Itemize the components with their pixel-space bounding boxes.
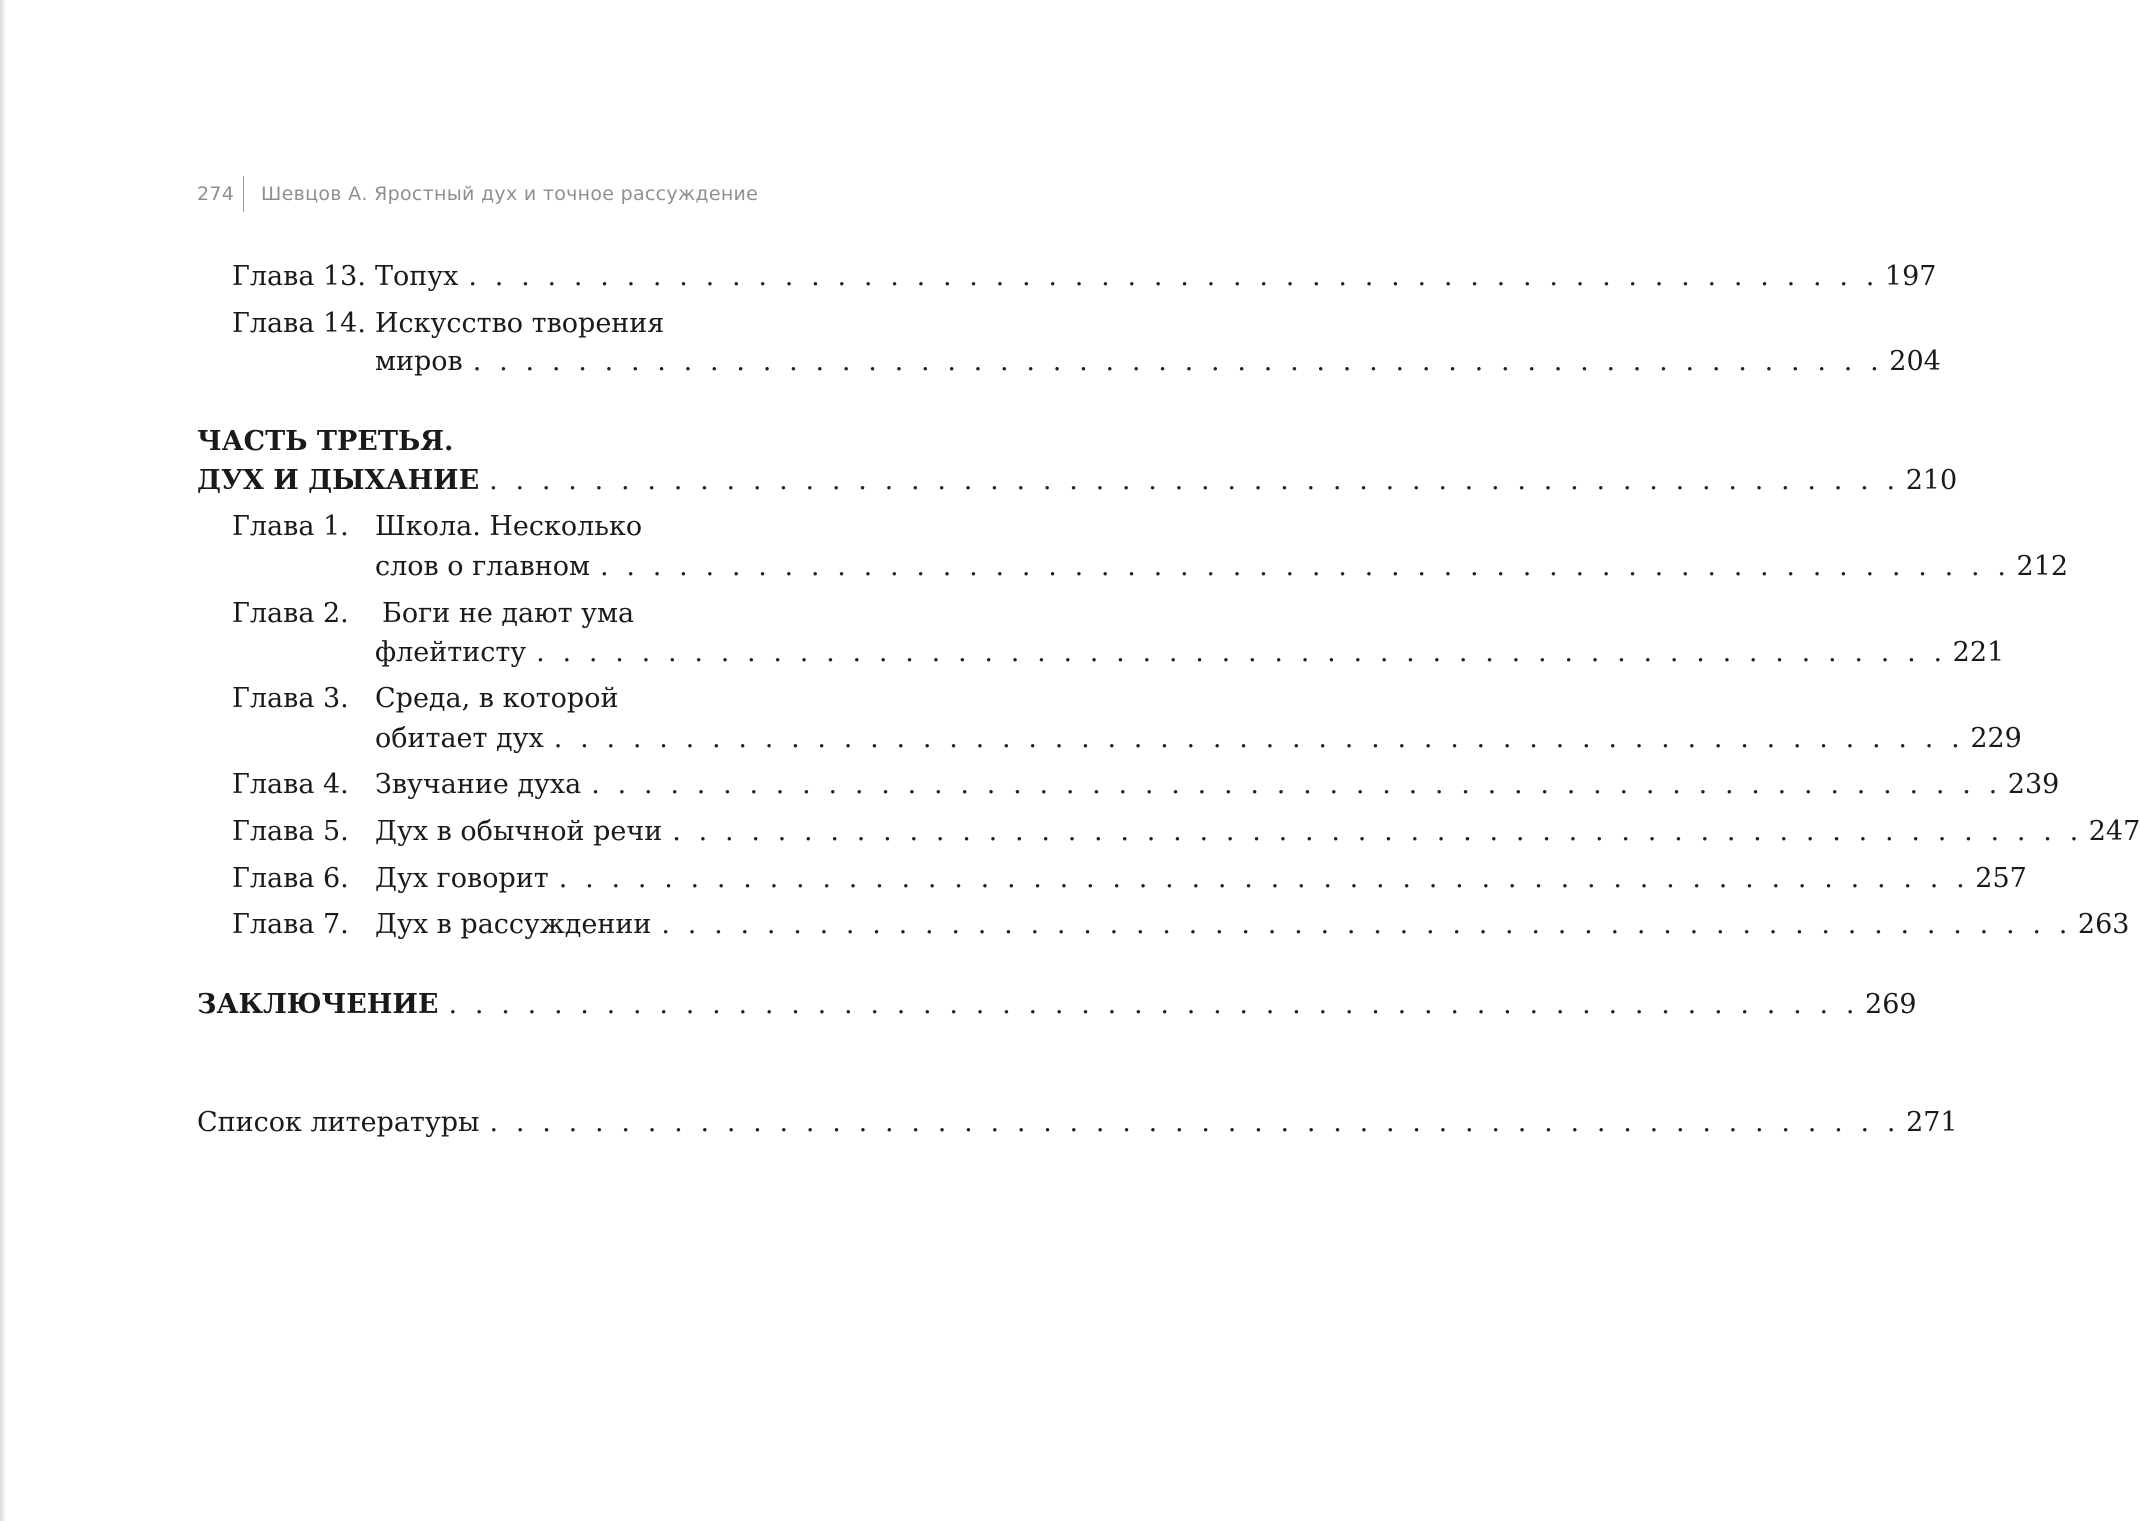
- chapter-4-title: Звучание духа: [375, 769, 582, 800]
- toc-entry-chapter-6[interactable]: [375, 859, 2027, 899]
- toc-entry-chapter-1[interactable]: [375, 547, 2069, 587]
- bibliography-page: 271: [1906, 1107, 1958, 1138]
- toc-entry-part-3[interactable]: [197, 461, 1958, 501]
- chapter-2-title-line1: Боги не дают ума: [382, 598, 635, 629]
- conclusion-title: ЗАКЛЮЧЕНИЕ: [197, 989, 439, 1020]
- running-header: [197, 176, 817, 212]
- chapter-13-title: Топух: [375, 261, 459, 292]
- toc-entry-chapter-2[interactable]: [375, 633, 2005, 673]
- dot-leader: . . . . . . . . . . . . . . . . . . . . . . . . . . . . . . . . . . . . . . . . . . . . . . . . . . . . . .: [553, 723, 1965, 754]
- dot-leader: . . . . . . . . . . . . . . . . . . . . . . . . . . . . . . . . . . . . . . . . . . . . . . . . . . . . . .: [489, 465, 1900, 496]
- chapter-3-title-line1: Среда, в которой: [375, 683, 619, 714]
- chapter-4-label: Глава 4.: [232, 769, 349, 800]
- chapter-7-label: Глава 7.: [232, 909, 349, 940]
- conclusion-page: 269: [1865, 989, 1917, 1020]
- chapter-6-page: 257: [1975, 863, 2027, 894]
- chapter-14-page: 204: [1889, 346, 1941, 377]
- chapter-3-page: 229: [1970, 723, 2022, 754]
- chapter-5-page: 247: [2088, 816, 2140, 847]
- toc-entry-chapter-5[interactable]: [375, 812, 2140, 852]
- chapter-7-page: 263: [2077, 909, 2130, 940]
- toc-entry-conclusion[interactable]: [197, 985, 1917, 1025]
- chapter-1-title-line2: слов о главном: [375, 551, 590, 582]
- chapter-3-title-line2: обитает дух: [375, 723, 544, 754]
- page-edge: [0, 0, 6, 1521]
- chapter-4-page: 239: [2007, 769, 2060, 800]
- dot-leader: . . . . . . . . . . . . . . . . . . . . . . . . . . . . . . . . . . . . . . . . . . . . . . . . . . . . . .: [661, 909, 2072, 940]
- toc-entry-chapter-4[interactable]: [375, 765, 2060, 805]
- chapter-7-title: Дух в рассуждении: [375, 909, 652, 940]
- chapter-3-label: Глава 3.: [232, 683, 349, 714]
- chapter-14-title-line2: миров: [375, 346, 463, 377]
- dot-leader: . . . . . . . . . . . . . . . . . . . . . . . . . . . . . . . . . . . . . . . . . . . . . . . . . . . . . .: [600, 551, 2011, 582]
- header-divider: [243, 176, 244, 212]
- toc-entry-bibliography[interactable]: [197, 1103, 1958, 1143]
- dot-leader: . . . . . . . . . . . . . . . . . . . . . . . . . . . . . . . . . . . . . . . . . . . . . . . . . . . . . .: [558, 863, 1970, 894]
- toc-entry-chapter-3[interactable]: [375, 719, 2022, 759]
- chapter-2-label: Глава 2.: [232, 598, 349, 629]
- page-number: 274: [197, 183, 235, 205]
- running-title: Шевцов А. Яростный дух и точное рассуждение: [261, 183, 759, 205]
- part-3-title-line2: ДУХ И ДЫХАНИЕ: [197, 465, 480, 496]
- chapter-13-page: 197: [1884, 261, 1937, 292]
- toc-entry-chapter-13[interactable]: [375, 257, 1937, 297]
- chapter-5-label: Глава 5.: [232, 816, 349, 847]
- bibliography-title: Список литературы: [197, 1107, 480, 1138]
- chapter-6-title: Дух говорит: [375, 863, 549, 894]
- dot-leader: . . . . . . . . . . . . . . . . . . . . . . . . . . . . . . . . . . . . . . . . . . . . . . . . . . . . . .: [672, 816, 2083, 847]
- chapter-14-label: Глава 14.: [232, 308, 366, 339]
- dot-leader: . . . . . . . . . . . . . . . . . . . . . . . . . . . . . . . . . . . . . . . . . . . . . . . . . . . . . .: [591, 769, 2002, 800]
- dot-leader: . . . . . . . . . . . . . . . . . . . . . . . . . . . . . . . . . . . . . . . . . . . . . . . . . . . . . .: [468, 261, 1879, 292]
- dot-leader: . . . . . . . . . . . . . . . . . . . . . . . . . . . . . . . . . . . . . . . . . . . . . . . . . . . . . .: [448, 989, 1860, 1020]
- chapter-2-title-line2: флейтисту: [375, 637, 527, 668]
- dot-leader: . . . . . . . . . . . . . . . . . . . . . . . . . . . . . . . . . . . . . . . . . . . . . . . . . . . . . .: [472, 346, 1884, 377]
- chapter-1-title-line1: Школа. Несколько: [375, 511, 643, 542]
- chapter-1-label: Глава 1.: [232, 511, 349, 542]
- chapter-5-title: Дух в обычной речи: [375, 816, 663, 847]
- part-3-title-line1: ЧАСТЬ ТРЕТЬЯ.: [197, 426, 454, 457]
- toc-entry-chapter-7[interactable]: [375, 905, 2130, 945]
- dot-leader: . . . . . . . . . . . . . . . . . . . . . . . . . . . . . . . . . . . . . . . . . . . . . . . . . . . . . .: [536, 637, 1947, 668]
- chapter-13-label: Глава 13.: [232, 261, 366, 292]
- dot-leader: . . . . . . . . . . . . . . . . . . . . . . . . . . . . . . . . . . . . . . . . . . . . . . . . . . . . . .: [489, 1107, 1901, 1138]
- chapter-2-page: 221: [1952, 637, 2005, 668]
- chapter-1-page: 212: [2016, 551, 2069, 582]
- toc-entry-chapter-14[interactable]: [375, 342, 1941, 382]
- chapter-14-title-line1: Искусство творения: [375, 308, 665, 339]
- chapter-6-label: Глава 6.: [232, 863, 349, 894]
- part-3-page: 210: [1905, 465, 1958, 496]
